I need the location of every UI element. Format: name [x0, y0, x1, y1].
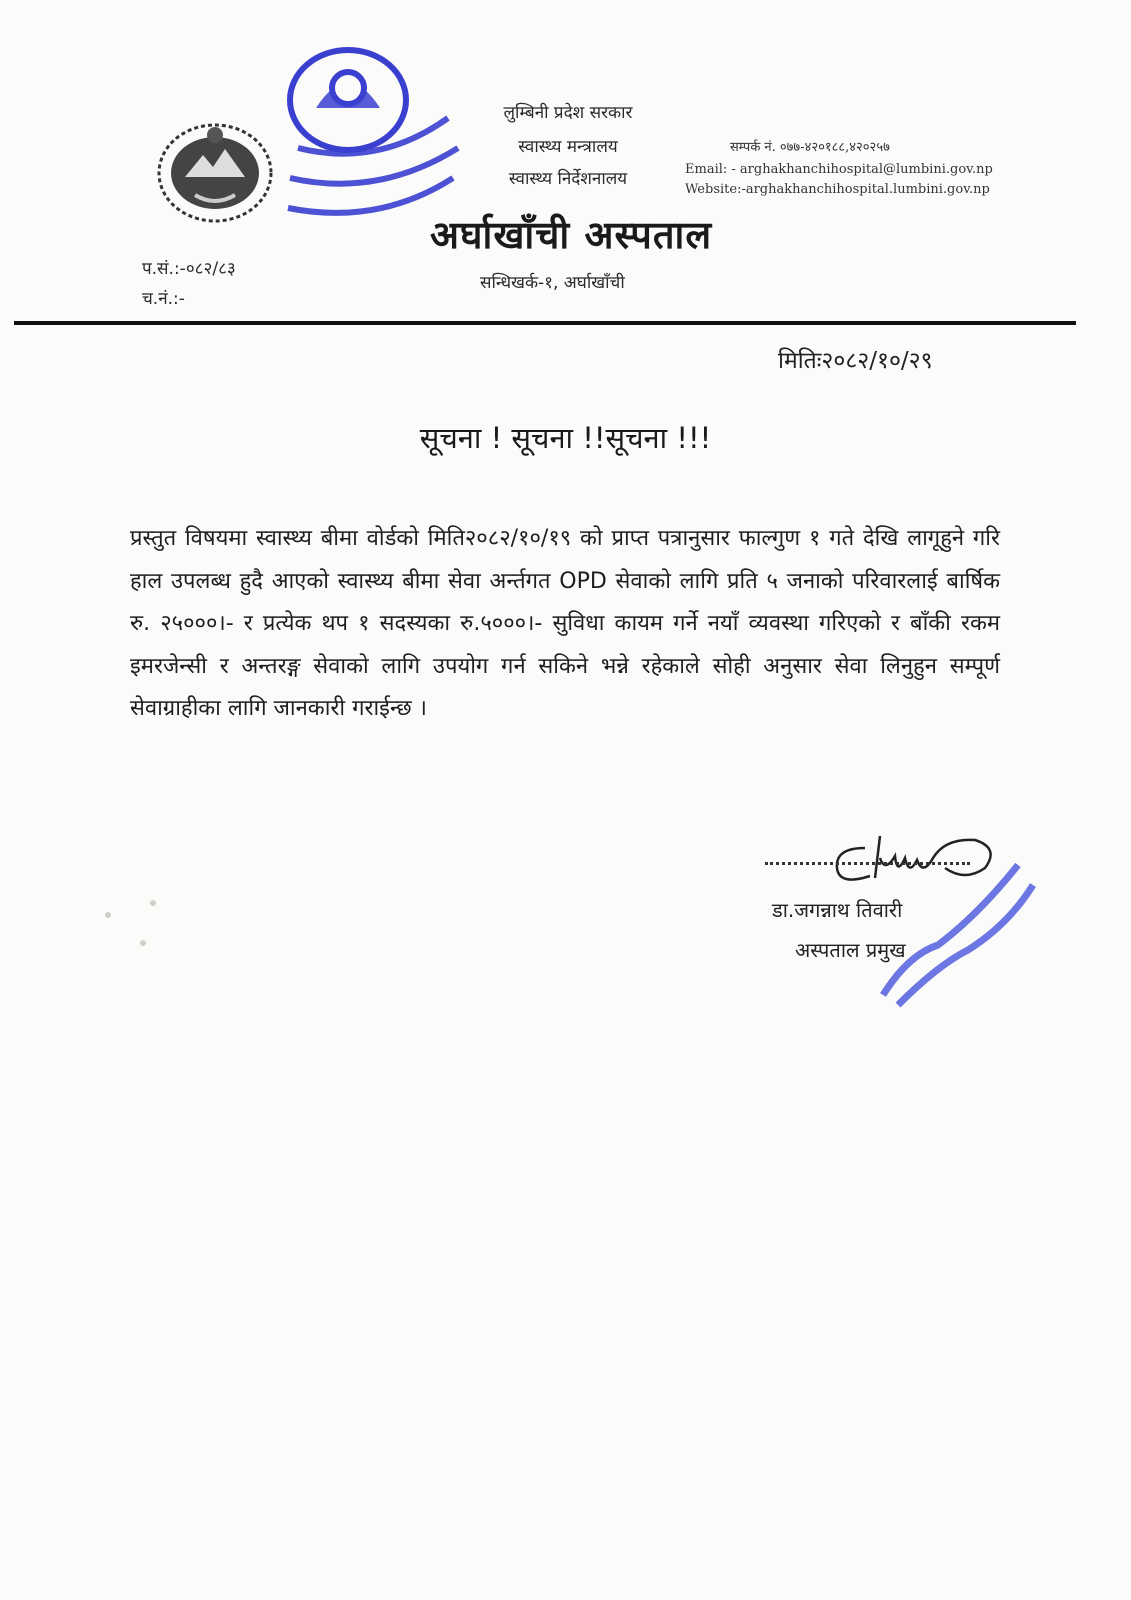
gov-province-line: लुम्बिनी प्रदेश सरकार — [503, 103, 633, 123]
signatory-title: अस्पताल प्रमुख — [795, 938, 906, 962]
gov-directorate-line: स्वास्थ्य निर्देशनालय — [508, 169, 628, 189]
contact-email: Email: - arghakhanchihospital@lumbini.gov.np — [685, 162, 993, 177]
nepal-emblem-icon — [155, 115, 275, 223]
contact-website: Website:-arghakhanchihospital.lumbini.gov.np — [685, 182, 990, 197]
notice-date: मितिः२०८२/१०/२९ — [778, 348, 933, 374]
hospital-name: अर्घाखाँची अस्पताल — [430, 213, 713, 257]
header-divider — [14, 321, 1076, 325]
notice-heading: सूचना ! सूचना !!सूचना !!! — [419, 421, 712, 455]
reference-number: प.सं.:-०८२/८३ — [142, 259, 236, 279]
official-designation-stamp — [868, 845, 1043, 1010]
signatory-name: डा.जगन्नाथ तिवारी — [772, 898, 903, 922]
paper-speck — [140, 940, 146, 946]
contact-phone: सम्पर्क नं. ०७७-४२०१८८,४२०२५७ — [730, 140, 890, 155]
dispatch-number: च.नं.:- — [142, 289, 185, 309]
gov-ministry-line: स्वास्थ्य मन्त्रालय — [518, 137, 618, 157]
paper-speck — [150, 900, 156, 906]
paper-speck — [105, 912, 111, 918]
notice-body: प्रस्तुत विषयमा स्वास्थ्य बीमा वोर्डको मिति२०८२/१०/१९ को प्राप्त पत्रानुसार फाल्गुण १ गते देखि लागूहुने गरि हाल उपलब्ध हुदै आएको स्वास्थ्य बीमा सेवा अर्न्तगत OPD सेवाको लागि प्रति ५ जनाको परिवारलाई बार्षिक रु. २५०००।- र प्रत्येक थप १ सदस्यका रु.५०००।- सुविधा कायम गर्ने नयाँ व्यवस्था गरिएको र बाँकी रकम इमरजेन्सी र अन्तरङ्ग सेवाको लागि उपयोग गर्न सकिने भन्ने रहेकाले सोही अनुसार सेवा लिनुहुन सम्पूर्ण सेवाग्राहीका लागि जानकारी गराईन्छ । — [130, 526, 1000, 721]
hospital-address: सन्धिखर्क-१, अर्घाखाँची — [480, 273, 625, 293]
